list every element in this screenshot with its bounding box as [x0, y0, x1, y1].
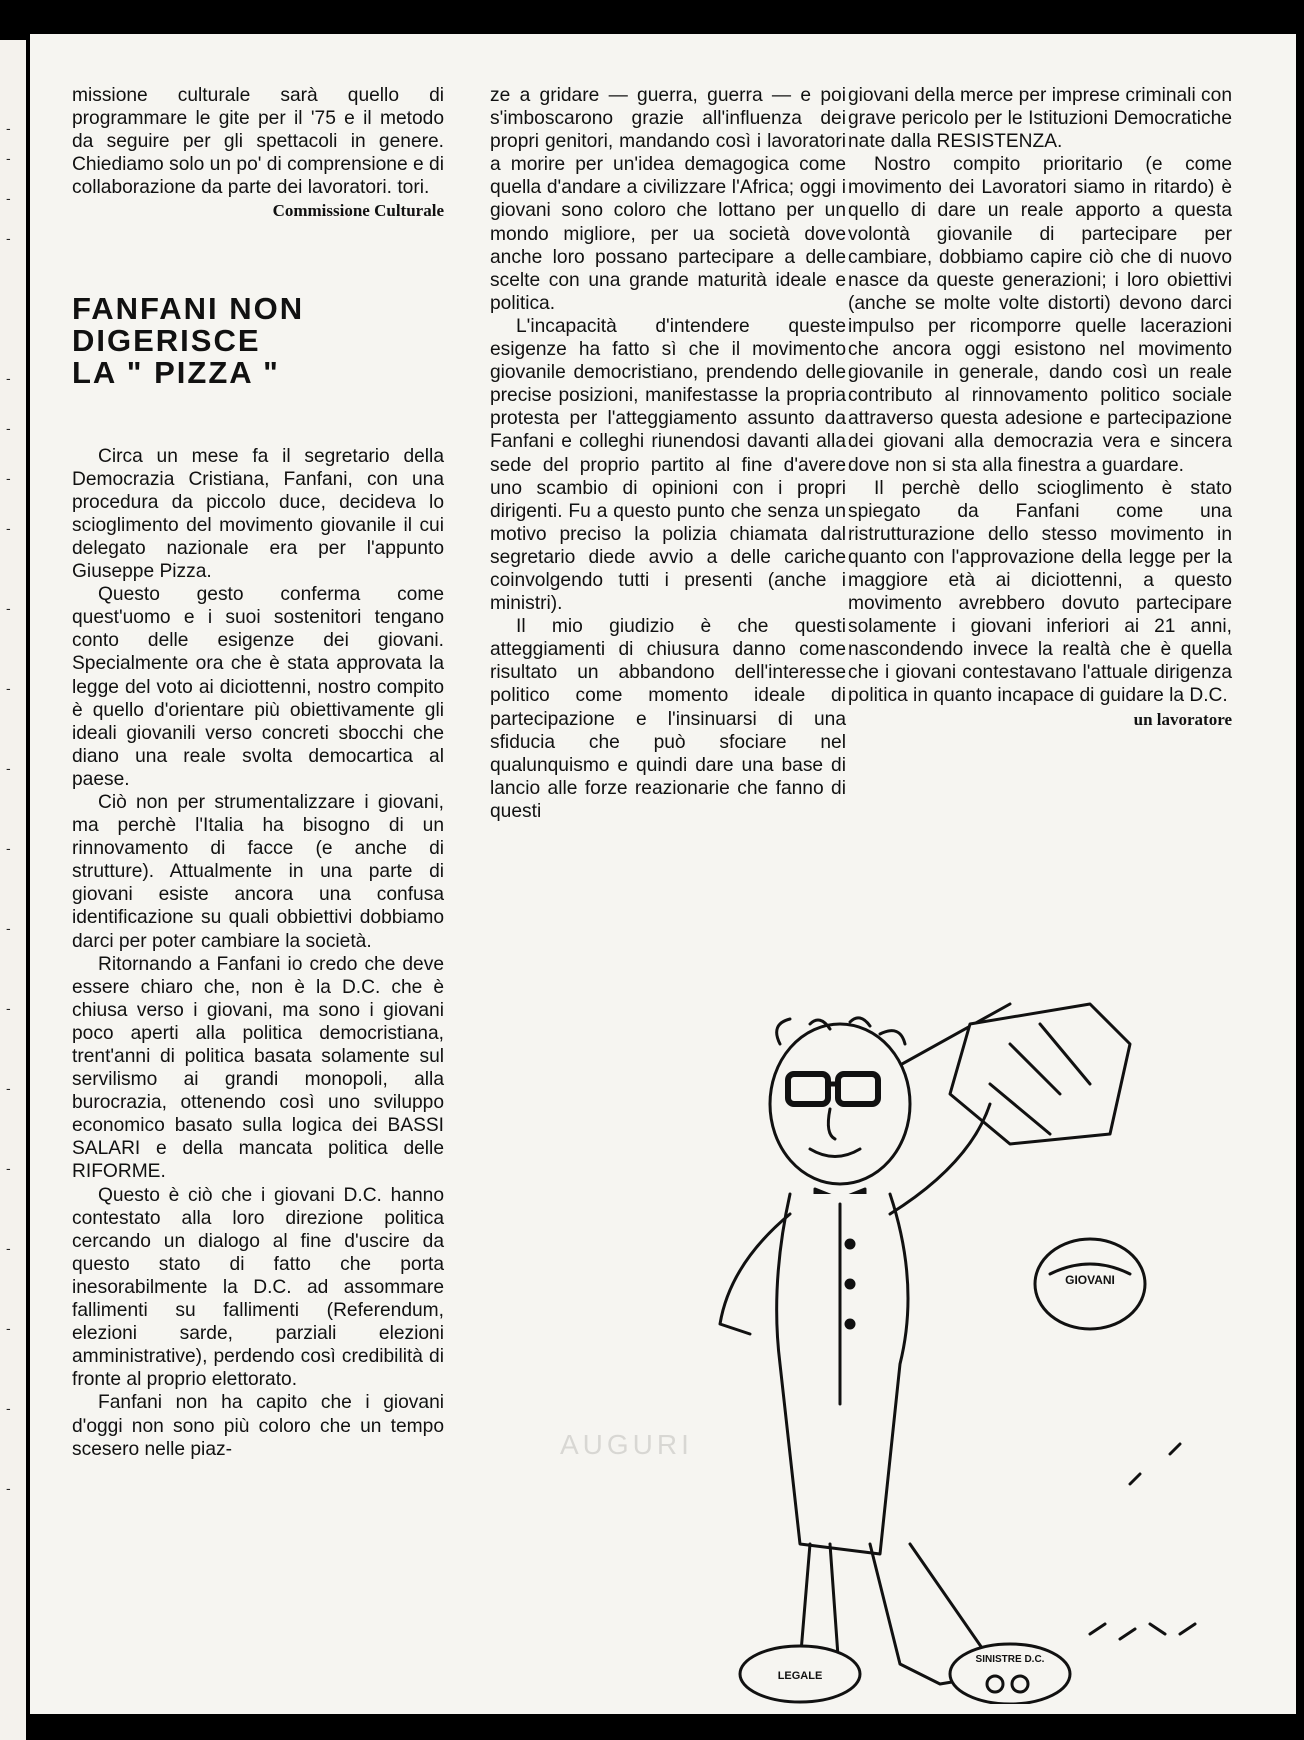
column-1 — [72, 84, 444, 1461]
margin-mark: - — [6, 420, 11, 436]
margin-mark: - — [6, 470, 11, 486]
margin-mark: - — [6, 840, 11, 856]
margin-mark: - — [6, 1480, 11, 1496]
margin-mark: - — [6, 1080, 11, 1096]
margin-mark: - — [6, 920, 11, 936]
margin-mark: - — [6, 680, 11, 696]
margin-mark: - — [6, 370, 11, 386]
continued-paragraph: missione culturale sarà quello di programmare le gite per il '75 e il metodo da seguire per gli spettacoli in genere. Chiediamo solo un po' di comprensione e di collaborazione da parte dei lavoratori. tori. — [72, 85, 444, 199]
article-paragraph: L'incapacità d'intendere queste esigenze ha fatto sì che il movimento giovanile democristiano, prendendo delle precise posizioni, manifestasse la propria protesta per l'atteggiamento assunto da Fanfani e colleghi riunendosi davanti alla sede del proprio partito al fine d'avere uno scambio di opinioni con i propri dirigenti. Fu a questo punto che senza un motivo preciso la polizia chiamata dal segretario diede avvio a delle cariche coinvolgendo tutti i presenti (anche i ministri). — [490, 315, 846, 615]
adjacent-page-edge — [0, 40, 26, 1740]
article-paragraph: Il mio giudizio è che questi atteggiamenti di chiusura danno come risultato un abbandono dell'interesse politico come momento ideale di partecipazione e l'insinuarsi di una sfiducia che può sfociare nel qualunquismo e quindi dare una base di lancio alle forze reazionarie che fanno di questi — [490, 616, 846, 822]
foot-label-left: LEGALE — [777, 1670, 823, 1682]
margin-mark: - — [6, 1320, 11, 1336]
margin-mark: - — [6, 120, 11, 136]
margin-mark: - — [6, 760, 11, 776]
article-paragraph: ze a gridare — guerra, guerra — e poi s'imboscarono grazie all'influenza dei propri genitori, mandando così i lavoratori a morire per un'idea demagogica come quella d'andare a civilizzare l'Africa; oggi i giovani sono coloro che lottano per un mondo migliore, per ua società dove anche loro possano partecipare a delle scelte con una grande maturità ideale e politica. — [490, 85, 846, 314]
newspaper-page — [30, 34, 1296, 1714]
coat-button — [846, 1280, 854, 1288]
article-headline — [72, 290, 444, 390]
signature-lavoratore: un lavoratore — [1133, 709, 1232, 729]
foot-label-right: SINISTRE D.C. — [975, 1654, 1045, 1665]
margin-mark: - — [6, 1000, 11, 1016]
coat-button — [846, 1240, 854, 1248]
bleed-through-text: AUGURI — [560, 1429, 693, 1460]
headline-line: FANFANI NON — [72, 290, 305, 326]
margin-mark: - — [6, 230, 11, 246]
article-paragraph: giovani della merce per imprese criminali con grave pericolo per le Istituzioni Democratiche nate dalla RESISTENZA. — [848, 85, 1232, 153]
article-paragraph: Questo gesto conferma come quest'uomo e i suoi sostenitori tengano conto delle esigenze dei giovani. Specialmente ora che è stata approvata la legge del voto ai diciottenni, nostro compito è quello d'orientare più obiettivamente gli ideali giovanili verso concreti sbocchi che diano una reale svolta democartica al paese. — [72, 584, 444, 790]
article-paragraph: Questo è ciò che i giovani D.C. hanno contestato alla loro direzione politica cercando un dialogo al fine d'uscire da questo stato di fatto che porta inesorabilmente la D.C. ad assommare fallimenti su fallimenti (Referendum, elezioni sarde, parziali elezioni amministrative), perdendo così credibilità di fronte al proprio elettorato. — [72, 1184, 444, 1391]
column-3 — [848, 84, 1232, 731]
coat-button — [846, 1320, 854, 1328]
margin-mark: - — [6, 190, 11, 206]
article-paragraph: Ritornando a Fanfani io credo che deve essere chiaro che, non è la D.C. che è chiusa verso i giovani, ma sono i giovani poco aperti alla politica democristiana, trent'anni di politica basata solamente sul servilismo ai grandi monopoli, alla burocrazia, ottenendo così uno sviluppo economico basato sulla logica dei BASSI SALARI e della mancata politica delle RIFORME. — [72, 953, 444, 1183]
margin-mark: - — [6, 150, 11, 166]
trampled-head-right — [950, 1644, 1070, 1704]
signature-commissione: Commissione Culturale — [272, 201, 444, 221]
headline-line: LA " PIZZA " — [72, 354, 280, 390]
margin-mark: - — [6, 600, 11, 616]
coat — [777, 1194, 908, 1554]
column-2 — [490, 84, 846, 823]
article-paragraph: Il perchè dello scioglimento è stato spiegato da Fanfani come una ristrutturazione dello stesso movimento in quanto con l'approvazione della legge per la maggiore età ai diciottenni, a questo movimento avrebbero dovuto partecipare solamente i giovani inferiori ai 21 anni, nascondendo invece la realtà che è quella che i giovani contestavano l'attuale dirigenza politica in quanto incapace di guidare la D.C. — [848, 477, 1232, 707]
headline-line: DIGERISCE — [72, 322, 261, 358]
article-paragraph: Nostro compito prioritario (e come movimento dei Lavoratori siamo in ritardo) è quello di dare un reale apporto a questa volontà giovanile di partecipare per cambiare, dobbiamo capire ciò che di nuovo nasce da queste generazioni; i loro obiettivi (anche se molte volte distorti) devono darci impulso per ricomporre quelle lacerazioni che ancora oggi esistono nel movimento giovanile in generale, dando così un reale contributo al rinnovamento politico sociale attraverso questa adesione e partecipazione dei giovani alla democrazia vera e sincera dove non si sta alla finestra a guardare. — [848, 154, 1232, 476]
fanfani-cartoon-illustration — [710, 984, 1240, 1704]
head-label: GIOVANI — [1065, 1273, 1115, 1287]
margin-mark: - — [6, 1400, 11, 1416]
article-paragraph: Ciò non per strumentalizzare i giovani, ma perchè l'Italia ha bisogno di un rinnovamento di facce (e anche di strutture). Attualmente in una parte di giovani esiste ancora una confusa identificazione su quali obbiettivi dobbiamo darci per poter cambiare la società. — [72, 791, 444, 952]
article-paragraph: Circa un mese fa il segretario della Democrazia Cristiana, Fanfani, con una procedura da piccolo duce, decideva lo scioglimento del movimento giovanile il cui delegato nazionale era per l'appunto Giuseppe Pizza. — [72, 445, 444, 583]
margin-mark: - — [6, 520, 11, 536]
ground-scratches — [1090, 1444, 1195, 1639]
margin-mark: - — [6, 1240, 11, 1256]
article-paragraph: Fanfani non ha capito che i giovani d'oggi non sono più coloro che un tempo scesero nelle piaz- — [72, 1392, 444, 1460]
margin-mark: - — [6, 1160, 11, 1176]
